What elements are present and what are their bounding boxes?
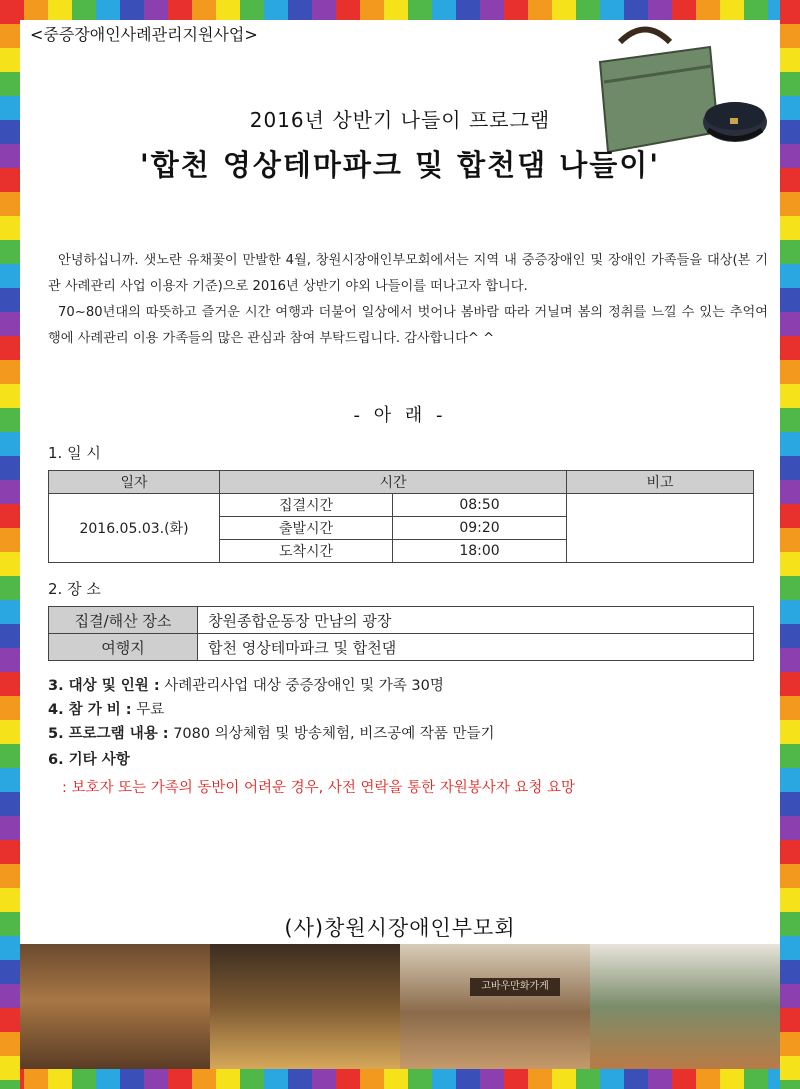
etc-item	[48, 748, 130, 769]
intro-text	[48, 248, 768, 352]
place-label: 여행지	[49, 634, 198, 661]
note-cell	[567, 494, 754, 563]
time-value: 08:50	[393, 494, 567, 517]
retro-street-photo	[20, 944, 210, 1069]
time-value: 18:00	[393, 540, 567, 563]
time-label: 출발시간	[220, 517, 393, 540]
program-value: 7080 의상체험 및 방송체험, 비즈공예 작품 만들기	[173, 726, 495, 742]
note-header: 비고	[567, 471, 754, 494]
target-item	[48, 674, 444, 695]
fee-item	[48, 698, 164, 719]
old-classroom-photo	[590, 944, 780, 1069]
program-item	[48, 722, 495, 743]
time-value: 09:20	[393, 517, 567, 540]
retro-bottles-photo	[210, 944, 400, 1069]
target-value: 사례관리사업 대상 중증장애인 및 가족 30명	[164, 678, 444, 694]
intro-paragraph-2: 70~80년대의 따뜻하고 즐거운 시간 여행과 더불어 일상에서 벗어나 봄바람 따라 거닐며 봄의 정취를 느낄 수 있는 추억여행에 사례관리 이용 가족들의 많은 관심과 참여 부탁드립니다. 감사합니다^ ^	[48, 305, 768, 346]
fee-key: 4. 참 가 비 :	[48, 702, 132, 718]
program-subtitle: 2016년 상반기 나들이 프로그램	[249, 108, 551, 132]
etc-note: : 보호자 또는 가족의 동반이 어려운 경우, 사전 연락을 통한 자원봉사자 요청 요망	[62, 780, 576, 796]
comic-shop-photo	[400, 944, 590, 1069]
program-key: 5. 프로그램 내용 :	[48, 726, 169, 742]
rainbow-border-bottom	[0, 1069, 800, 1089]
time-label: 도착시간	[220, 540, 393, 563]
target-key: 3. 대상 및 인원 :	[48, 678, 160, 694]
schedule-table	[48, 470, 754, 563]
program-tag: <중증장애인사례관리지원사업>	[30, 25, 258, 44]
rainbow-border-top	[0, 0, 800, 20]
organization-name: (사)창원시장애인부모회	[284, 916, 516, 940]
comic-shop-sign: 고바우만화가게	[470, 978, 560, 996]
place-section-title: 2. 장 소	[48, 580, 101, 598]
below-heading: - 아 래 -	[353, 405, 447, 426]
time-header: 시간	[220, 471, 567, 494]
date-header: 일자	[49, 471, 220, 494]
place-value: 창원종합운동장 만남의 광장	[198, 607, 754, 634]
program-title: '합천 영상테마파크 및 합천댐 나들이'	[139, 148, 661, 182]
fee-value: 무료	[136, 702, 165, 718]
place-value: 합천 영상테마파크 및 합천댐	[198, 634, 754, 661]
event-date: 2016.05.03.(화)	[49, 494, 220, 563]
place-label: 집결/해산 장소	[49, 607, 198, 634]
place-table	[48, 606, 754, 661]
photo-strip	[20, 944, 780, 1069]
etc-key: 6. 기타 사항	[48, 752, 130, 768]
time-label: 집결시간	[220, 494, 393, 517]
schedule-section-title: 1. 일 시	[48, 444, 101, 462]
intro-paragraph-1: 안녕하십니까. 샛노란 유채꽃이 만발한 4월, 창원시장애인부모회에서는 지역 내 중증장애인 및 장애인 가족들을 대상(본 기관 사례관리 사업 이용자 기준)으로 2016년 상반기 야외 나들이를 떠나고자 합니다.	[48, 253, 768, 294]
